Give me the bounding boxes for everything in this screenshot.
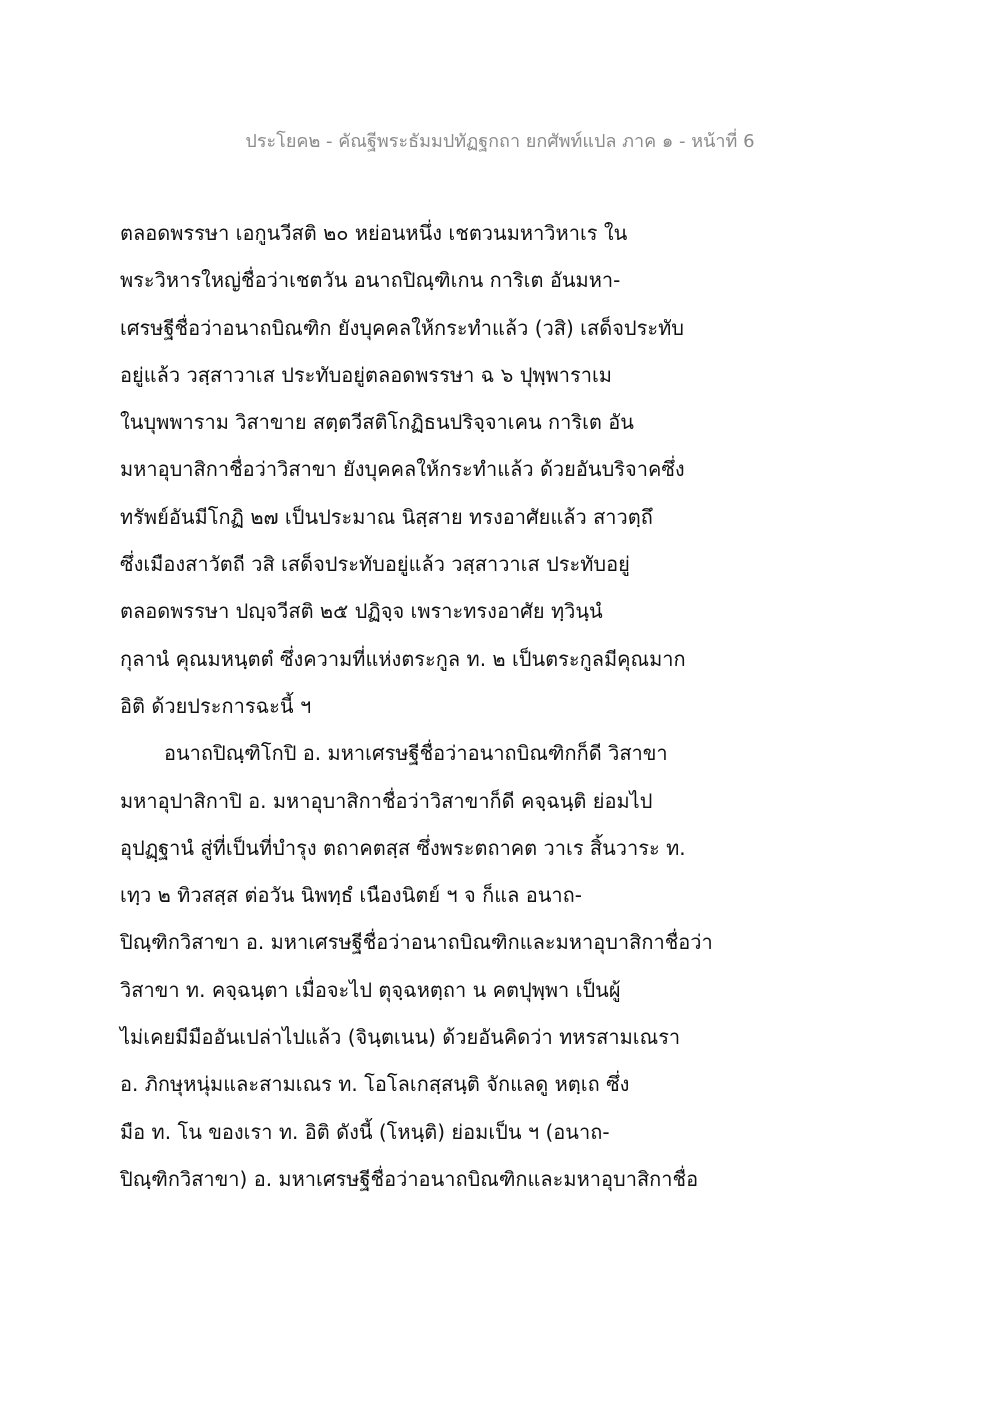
- text-line: เศรษฐีชื่อว่าอนาถบิณฑิก ยังบุคคลให้กระทำแล้ว (วสิ) เสด็จประทับ: [120, 315, 684, 340]
- text-line: มหาอุปาสิกาปิ อ. มหาอุบาสิกาชื่อว่าวิสาขาก็ดี คจฺฉนฺติ ย่อมไป: [120, 788, 653, 813]
- text-line: พระวิหารใหญ่ชื่อว่าเชตวัน อนาถปิณฺฑิเกน การิเต อันมหา-: [120, 268, 621, 293]
- text-line: กุลานํ คุณมหนฺตตํ ซึ่งความที่แห่งตระกูล ท. ๒ เป็นตระกูลมีคุณมาก: [120, 646, 686, 671]
- text-line: อยู่แล้ว วสฺสาวาเส ประทับอยู่ตลอดพรรษา ฉ ๖ ปุพฺพาราเม: [120, 362, 612, 387]
- text-line: ในบุพพาราม วิสาขาย สตฺตวีสติโกฏิธนปริจฺจาเคน การิเต อัน: [120, 410, 634, 435]
- paragraph-start-line: อนาถปิณฺฑิโกปิ อ. มหาเศรษฐีชื่อว่าอนาถบิณฑิกก็ดี วิสาขา: [164, 741, 668, 766]
- text-line: ตลอดพรรษา ปญฺจวีสติ ๒๕ ปฏิจฺจ เพราะทรงอาศัย ทฺวินฺนํ: [120, 599, 603, 624]
- page-header: [0, 126, 1000, 155]
- text-line: ซึ่งเมืองสาวัตถี วสิ เสด็จประทับอยู่แล้ว วสฺสาวาเส ประทับอยู่: [120, 552, 630, 577]
- text-line: วิสาขา ท. คจฺฉนฺตา เมื่อจะไป ตุจฺฉหตฺถา น คตปุพฺพา เป็นผู้: [120, 977, 621, 1002]
- text-line: มือ ท. โน ของเรา ท. อิติ ดังนี้ (โหนฺติ) ย่อมเป็น ฯ (อนาถ-: [120, 1119, 610, 1144]
- text-line: ไม่เคยมีมืออันเปล่าไปแล้ว (จินฺตเนน) ด้วยอันคิดว่า ทหรสามเณรา: [120, 1025, 681, 1050]
- text-line: อ. ภิกษุหนุ่มและสามเณร ท. โอโลเกสฺสนฺติ จักแลดู หตฺเถ ซึ่ง: [120, 1072, 630, 1097]
- text-line: ทรัพย์อันมีโกฏิ ๒๗ เป็นประมาณ นิสฺสาย ทรงอาศัยแล้ว สาวตฺถึ: [120, 504, 653, 529]
- text-line: อุปฏฺฐานํ สู่ที่เป็นที่บำรุง ตถาคตสฺส ซึ่งพระตถาคต วาเร สิ้นวาระ ท.: [120, 835, 686, 860]
- text-line: มหาอุบาสิกาชื่อว่าวิสาขา ยังบุคคลให้กระทำแล้ว ด้วยอันบริจาคซึ่ง: [120, 457, 685, 482]
- text-line: ปิณฺฑิกวิสาขา) อ. มหาเศรษฐีชื่อว่าอนาถบิณฑิกและมหาอุบาสิกาชื่อ: [120, 1166, 699, 1191]
- text-line: ปิณฺฑิกวิสาขา อ. มหาเศรษฐีชื่อว่าอนาถบิณฑิกและมหาอุบาสิกาชื่อว่า: [120, 930, 713, 955]
- text-line: ตลอดพรรษา เอกูนวีสติ ๒๐ หย่อนหนึ่ง เชตวนมหาวิหาเร ใน: [120, 221, 628, 245]
- body-text: [120, 217, 720, 1210]
- running-title: ประโยค๒ - คัณฐีพระธัมมปทัฏฐกถา ยกศัพท์แปล ภาค ๑ - หน้าที่ 6: [245, 131, 755, 152]
- text-line: เทฺว ๒ ทิวสสฺส ต่อวัน นิพทฺธํ เนืองนิตย์ ฯ จ ก็แล อนาถ-: [120, 883, 582, 908]
- text-line: อิติ ด้วยประการฉะนี้ ฯ: [120, 693, 312, 718]
